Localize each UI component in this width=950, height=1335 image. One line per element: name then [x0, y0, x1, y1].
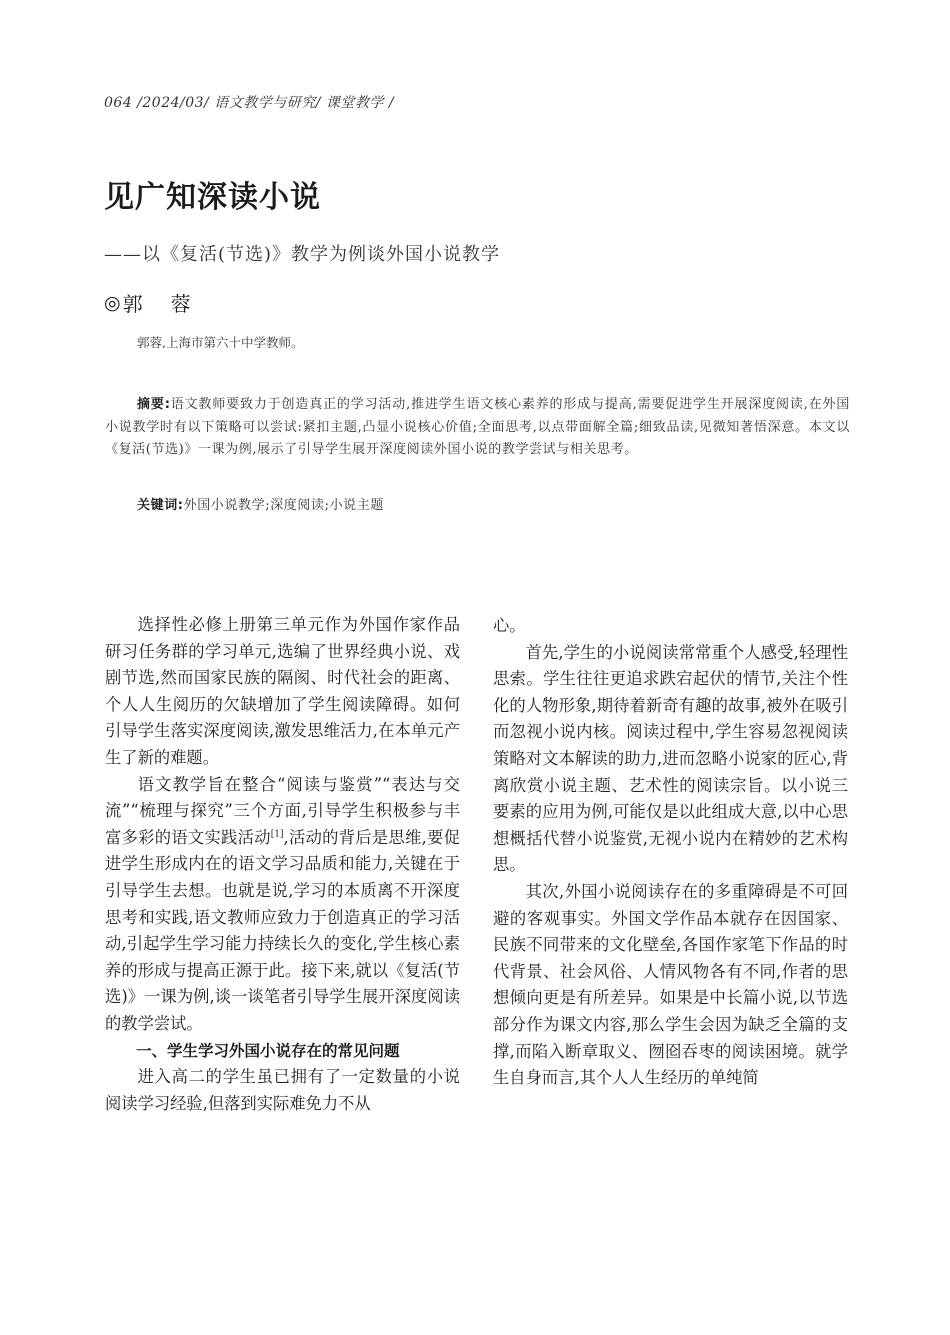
keywords	[137, 494, 384, 513]
body-paragraph	[105, 772, 460, 1038]
paragraph-text: ,活动的背后是思维,要促进学生形成内在的语文学习品质和能力,关键在于引导学生去想。也就是说,学习的本质离不开深度思考和实践,语文教师应致力于创造真正的学习活动,引起学生学习能力持续长久的变化,学生核心素养的形成与提高正源于此。接下来,就以《复活(节选)》一课为例,谈一谈笔者引导学生展开深度阅读的教学尝试。	[105, 827, 460, 1033]
article-title: 见广知深读小说	[104, 180, 321, 215]
author-line	[104, 288, 219, 317]
keywords-label: 关键词:	[137, 498, 184, 513]
body-paragraph: 进入高二的学生虽已拥有了一定数量的小说阅读学习经验,但落到实际难免力不从	[105, 1067, 460, 1113]
author-name: 郭蓉	[122, 292, 219, 316]
abstract-label: 摘要:	[137, 397, 171, 412]
keywords-text: 外国小说教学;深度阅读;小说主题	[183, 498, 384, 513]
abstract-text: 语文教师要致力于创造真正的学习活动,推进学生语文核心素养的形成与提高,需要促进学生开展深度阅读,在外国小说教学时有以下策略可以尝试:紧扣主题,凸显小说核心价值;全面思考,以点带面解全篇;细致品读,见微知著悟深意。本文以《复活(节选)》一课为例,展示了引导学生展开深度阅读外国小说的教学尝试与相关思考。	[105, 397, 851, 457]
body-paragraph: 其次,外国小说阅读存在的多重障碍是不可回避的客观事实。外国文学作品本就存在因国家、民族不同带来的文化壁垒,各国作家笔下作品的时代背景、社会风俗、人情风物各有不同,作者的思想倾向更是有所差异。如果是中长篇小说,以节选部分作为课文内容,那么学生会因为缺乏全篇的支撑,而陷入断章取义、囫囵吞枣的阅读困境。就学生自身而言,其个人人生经历的单纯简	[493, 881, 848, 1088]
author-mark-icon: ◎	[104, 291, 121, 314]
abstract	[105, 394, 850, 462]
citation-ref: [1]	[270, 829, 284, 840]
body-paragraph: 选择性必修上册第三单元作为外国作家作品研习任务群的学习单元,选编了世界经典小说、戏剧节选,然而国家民族的隔阂、时代社会的距离、个人人生阅历的欠缺增加了学生阅读障碍。如何引导学生落实深度阅读,激发思维活力,在本单元产生了新的难题。	[105, 615, 460, 767]
author-affiliation: 郭蓉,上海市第六十中学教师。	[137, 335, 304, 350]
body-paragraph: 首先,学生的小说阅读常常重个人感受,轻理性思索。学生往往更追求跌宕起伏的情节,关注个性化的人物形象,期待着新奇有趣的故事,被外在吸引而忽视小说内核。阅读过程中,学生容易忽视阅读策略对文本解读的助力,进而忽略小说家的匠心,背离欣赏小说主题、艺术性的阅读宗旨。以小说三要素的应用为例,可能仅是以此组成大意,以中心思想概括代替小说鉴赏,无视小说内在精妙的艺术构思。	[493, 642, 848, 875]
paragraph-text: 语文教学旨在整合“阅读与鉴赏”“表达与交流”“梳理与探究”三个方面,引导学生积极参与丰富多彩的语文实践活动	[105, 774, 460, 847]
body-paragraph: 心。	[493, 616, 526, 635]
body-column-right	[493, 613, 848, 1092]
section-heading: 一、学生学习外国小说存在的常见问题	[136, 1041, 400, 1060]
running-head: 064 /2024/03/ 语文教学与研究/ 课堂教学 /	[104, 95, 395, 111]
body-column-left	[105, 612, 460, 1117]
article-subtitle: ——以《复活(节选)》教学为例谈外国小说教学	[104, 244, 501, 265]
